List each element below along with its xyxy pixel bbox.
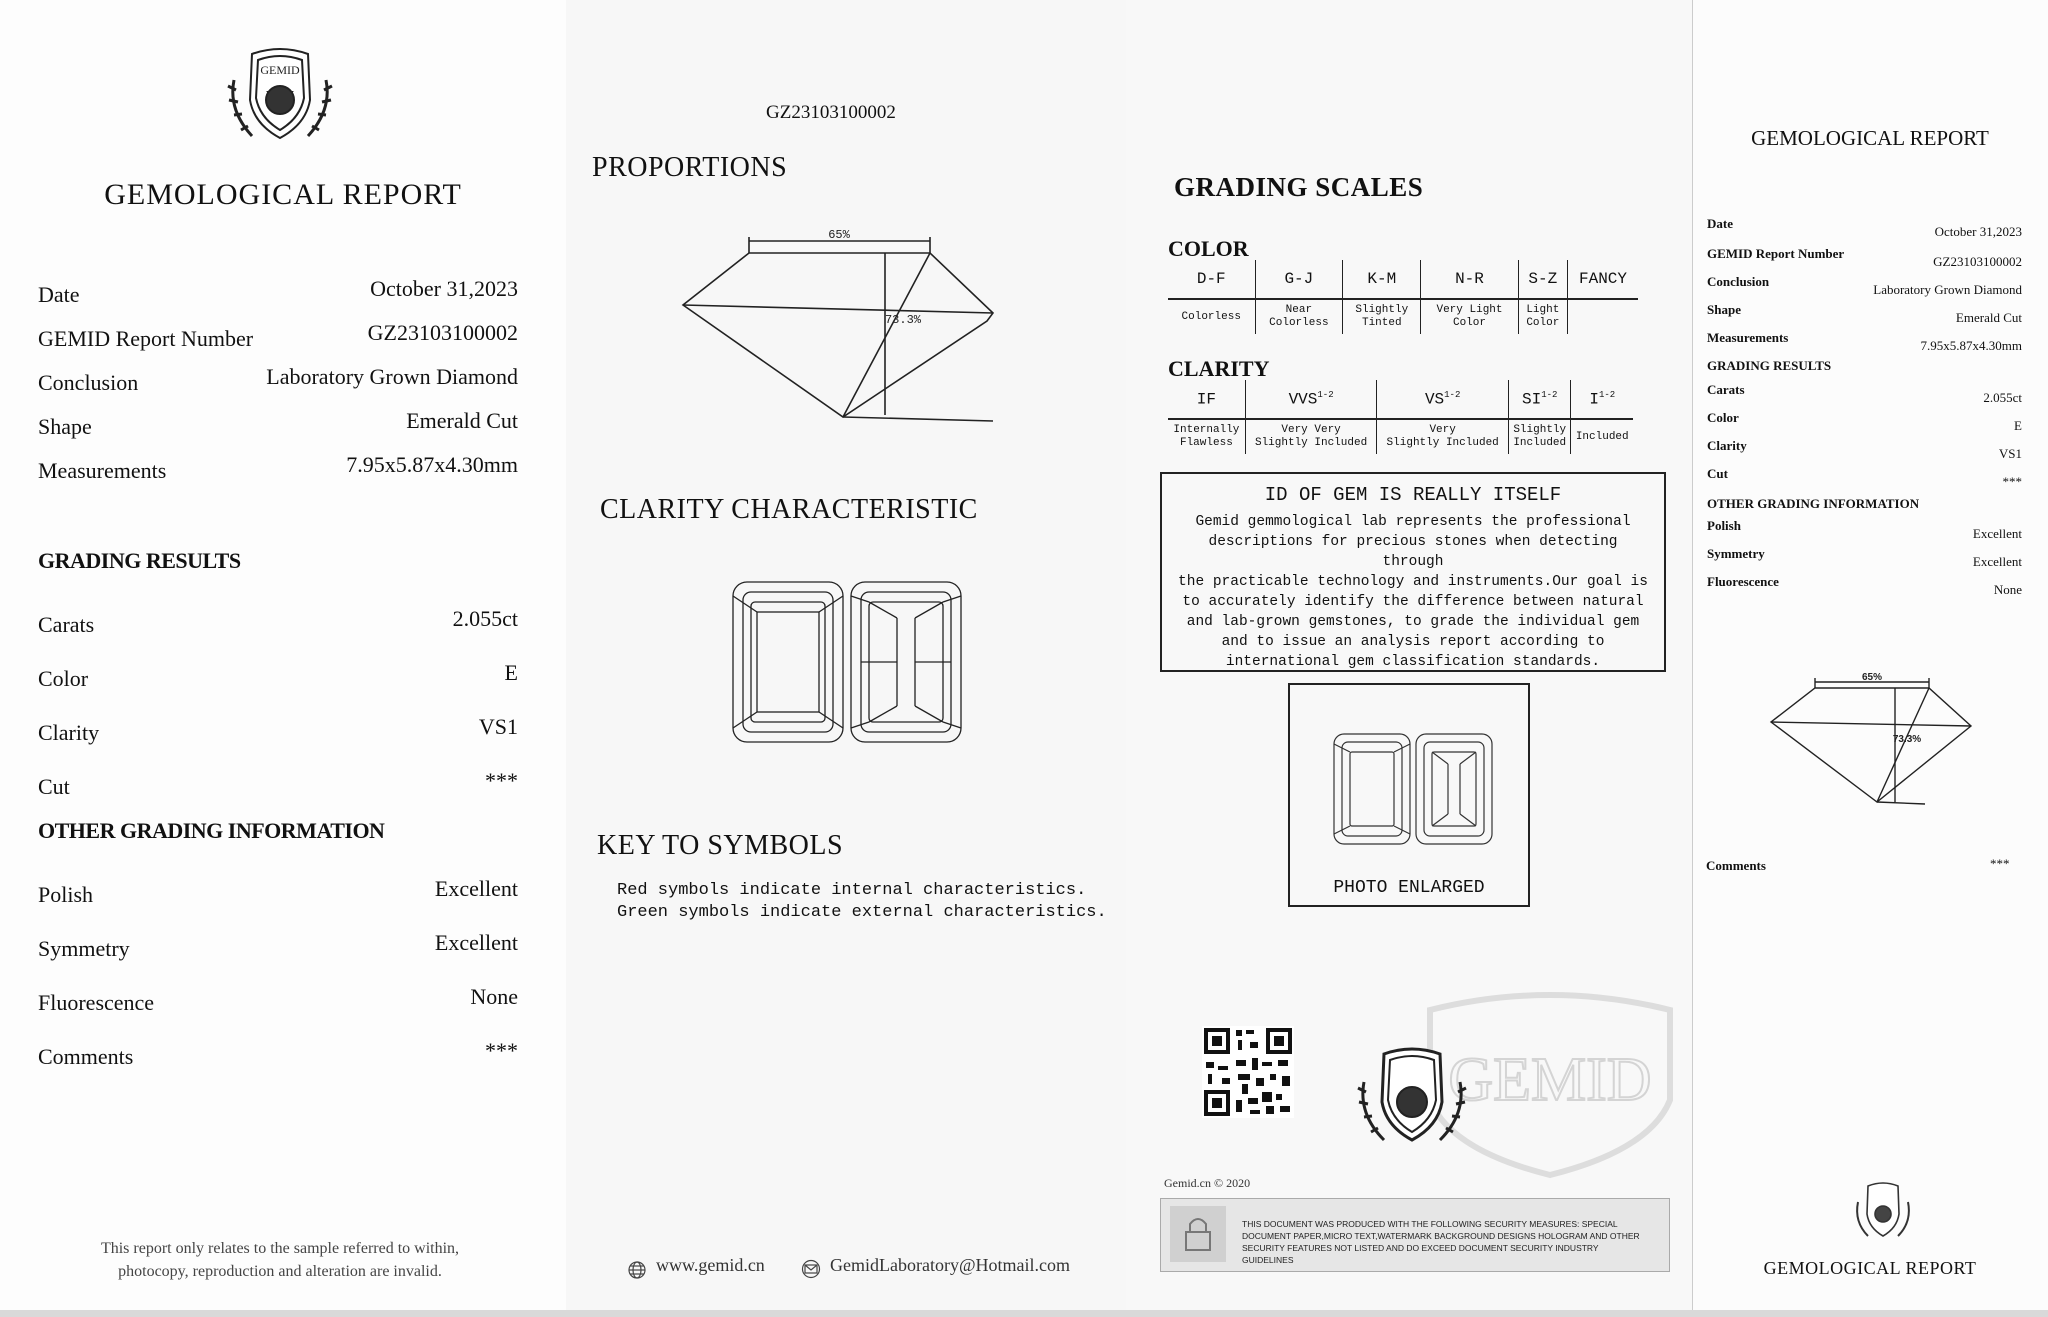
clarity-grade-name: I	[1589, 390, 1599, 409]
color-grade: G-J	[1255, 260, 1343, 299]
disclaimer	[40, 1237, 520, 1283]
clarity-grade-range: 1-2	[1598, 389, 1616, 400]
clarity-desc-line-1: Internally	[1173, 424, 1240, 436]
gemid-shield-logo	[222, 40, 338, 152]
field-row	[38, 312, 518, 352]
right-grading-value: E	[2014, 418, 2022, 433]
key-to-symbols-text	[617, 880, 1107, 924]
id-of-gem-line: the practicable technology and instruments.Our goal is	[1178, 574, 1648, 590]
right-gemid-logo	[1850, 1178, 1916, 1244]
right-comments-label: Comments	[1706, 858, 1766, 873]
clarity-grade-range: 1-2	[1541, 389, 1558, 400]
right-other-info-row	[1707, 546, 2022, 568]
clarity-desc-line-2: Flawless	[1179, 437, 1233, 449]
right-field-value: Laboratory Grown Diamond	[1873, 282, 2022, 297]
other-info-label: Comments	[38, 1044, 134, 1069]
clarity-grade-name: IF	[1196, 390, 1216, 409]
id-of-gem-title: ID OF GEM IS REALLY ITSELF	[1264, 484, 1562, 506]
right-grading-label: Cut	[1707, 466, 1728, 481]
clarity-grade-name: SI	[1522, 390, 1542, 409]
id-of-gem-line: and to issue an analysis report according to	[1221, 634, 1605, 650]
clarity-desc-line-2: Slightly Included	[1254, 437, 1368, 449]
right-grading-row	[1707, 466, 2022, 488]
right-footer-title: GEMOLOGICAL REPORT	[1763, 1258, 1977, 1278]
clarity-desc-line-1: Very Very	[1281, 424, 1341, 436]
right-field-row	[1707, 216, 2022, 238]
right-other-info-value: Excellent	[1972, 554, 2022, 569]
lock-icon	[1168, 1204, 1228, 1264]
color-grade-desc	[1168, 299, 1255, 334]
color-grade-desc	[1255, 299, 1343, 334]
security-notice-text: THIS DOCUMENT WAS PRODUCED WITH THE FOLLOWING SECURITY MEASURES: SPECIAL DOCUMENT PAPER,MICRO TEXT,WATERMARK BACKGROUND DESIGNS HOLOGRAM AND OTHER SECURITY FEATURES NOT LISTED AND DO EXCEED DOCUMENT SECURITY INDUSTRY GUIDELINES	[1242, 1219, 1640, 1265]
grading-value: ***	[485, 768, 518, 793]
table-percentage: 65%	[828, 228, 850, 242]
report-title: GEMOLOGICAL REPORT	[104, 178, 462, 211]
field-label: Date	[38, 282, 80, 307]
other-info-label: Fluorescence	[38, 990, 155, 1015]
right-field-value: Emerald Cut	[1955, 310, 2022, 325]
field-value: October 31,2023	[370, 276, 518, 301]
color-desc-line-2: Tinted	[1361, 317, 1402, 329]
proportions-heading: PROPORTIONS	[592, 152, 788, 183]
clarity-grade	[1168, 380, 1245, 419]
report-right-panel	[1692, 0, 2048, 1310]
right-field-value: October 31,2023	[1934, 224, 2022, 239]
key-line-red: Red symbols indicate internal characteristics.	[617, 881, 1087, 900]
color-grade: K-M	[1343, 260, 1421, 299]
grading-value: E	[504, 660, 518, 685]
clarity-desc-line-2: Included	[1513, 437, 1567, 449]
color-grade-desc	[1343, 299, 1421, 334]
other-info-row	[38, 922, 518, 962]
id-of-gem-line: international gem classification standards.	[1225, 654, 1601, 670]
gemid-seal-logo	[1352, 1040, 1472, 1158]
color-grade: N-R	[1421, 260, 1518, 299]
field-value: GZ23103100002	[367, 320, 518, 345]
color-desc-line-2: Color	[1452, 317, 1486, 329]
proportions-diagram	[675, 225, 1005, 425]
right-field-label: GEMID Report Number	[1707, 246, 1845, 261]
color-desc-line-1: Slightly	[1355, 304, 1409, 316]
right-field-row	[1707, 246, 2022, 268]
grading-value: 2.055ct	[452, 606, 518, 631]
color-grade: D-F	[1168, 260, 1255, 299]
grading-label: Clarity	[38, 720, 100, 745]
other-info-row	[38, 976, 518, 1016]
field-value: Laboratory Grown Diamond	[266, 364, 518, 389]
watermark-text: GEMID	[1448, 1046, 1652, 1114]
clarity-desc-line-1: Very	[1429, 424, 1456, 436]
right-proportions-diagram	[1765, 668, 1985, 808]
color-desc-line-1: Light	[1526, 304, 1560, 316]
other-info-label: Symmetry	[38, 936, 130, 961]
id-of-gem-line: descriptions for precious stones when detecting through	[1208, 534, 1618, 570]
website-link[interactable]: www.gemid.cn	[656, 1255, 765, 1275]
right-grading-value: ***	[2002, 474, 2022, 489]
right-depth-percentage: 73.3%	[1892, 734, 1922, 745]
color-grade-desc	[1568, 299, 1638, 334]
id-of-gem-line: Gemid gemmological lab represents the professional	[1195, 514, 1631, 530]
right-grading-label: Carats	[1707, 382, 1745, 397]
clarity-grade	[1508, 380, 1571, 419]
other-grading-heading: OTHER GRADING INFORMATION	[38, 818, 385, 843]
color-scale-table	[1168, 260, 1638, 334]
color-grade: FANCY	[1568, 260, 1638, 299]
field-label: Shape	[38, 414, 92, 439]
right-field-row	[1707, 274, 2022, 296]
grading-label: Color	[38, 666, 89, 691]
other-info-row	[38, 868, 518, 908]
right-grading-value: 2.055ct	[1983, 390, 2022, 405]
clarity-scale-heading: CLARITY	[1168, 356, 1270, 381]
right-other-info-row	[1707, 518, 2022, 540]
id-of-gem-line: to accurately identify the difference between natural	[1182, 594, 1644, 610]
right-other-grading-heading: OTHER GRADING INFORMATION	[1707, 496, 1920, 511]
grading-row	[38, 652, 518, 692]
color-desc-line-1: Colorless	[1181, 310, 1241, 323]
field-label: Conclusion	[38, 370, 139, 395]
globe-icon	[627, 1260, 647, 1280]
clarity-desc-line-1: Slightly	[1513, 424, 1567, 436]
grading-label: Carats	[38, 612, 95, 637]
grading-label: Cut	[38, 774, 70, 799]
clarity-characteristic-heading: CLARITY CHARACTERISTIC	[600, 494, 978, 525]
clarity-grade-range: 1-2	[1444, 389, 1461, 400]
right-other-info-value: None	[1993, 582, 2022, 597]
copyright-text: Gemid.cn © 2020	[1164, 1176, 1251, 1190]
field-value: Emerald Cut	[406, 408, 518, 433]
id-of-gem-line: and lab-grown gemstones, to grade the individual gem	[1186, 614, 1640, 630]
right-other-info-value: Excellent	[1972, 526, 2022, 541]
id-of-gem-box	[1160, 472, 1666, 672]
field-row	[38, 356, 518, 396]
right-comments-value: ***	[1990, 856, 2010, 871]
right-field-label: Measurements	[1707, 330, 1789, 345]
qr-code[interactable]	[1202, 1026, 1294, 1118]
color-desc-line-2: Color	[1526, 317, 1560, 329]
key-to-symbols-heading: KEY TO SYMBOLS	[597, 830, 844, 861]
color-desc-line-2: Colorless	[1269, 317, 1329, 329]
right-other-info-label: Polish	[1707, 518, 1741, 533]
other-info-row	[38, 1030, 518, 1070]
right-field-label: Date	[1707, 216, 1733, 231]
field-label: Measurements	[38, 458, 167, 483]
clarity-scale-table	[1168, 380, 1633, 454]
right-table-percentage: 65%	[1861, 672, 1883, 683]
field-label: GEMID Report Number	[38, 326, 254, 351]
clarity-grade-desc	[1377, 419, 1509, 454]
field-row	[38, 400, 518, 440]
right-field-label: Conclusion	[1707, 274, 1770, 289]
depth-percentage: 73.3%	[884, 313, 922, 327]
clarity-grade-range: 1-2	[1317, 389, 1334, 400]
clarity-plot-diagram	[725, 578, 965, 748]
report-number-header: GZ23103100002	[766, 102, 896, 123]
clarity-grade-name: VVS	[1288, 390, 1318, 409]
clarity-grade	[1245, 380, 1377, 419]
right-grading-row	[1707, 410, 2022, 432]
color-desc-line-1: Very Light	[1436, 304, 1503, 316]
color-scale-heading: COLOR	[1168, 236, 1249, 261]
other-info-value: Excellent	[434, 930, 518, 955]
right-other-info-row	[1707, 574, 2022, 596]
right-report-title: GEMOLOGICAL REPORT	[1751, 126, 1989, 150]
color-grade-desc	[1421, 299, 1518, 334]
field-row	[38, 268, 518, 308]
grading-results-heading: GRADING RESULTS	[38, 548, 241, 573]
other-info-value: ***	[485, 1038, 518, 1063]
grading-scales-heading: GRADING SCALES	[1174, 172, 1424, 202]
mail-icon	[800, 1259, 822, 1279]
color-grade-desc	[1518, 299, 1567, 334]
grading-row	[38, 598, 518, 638]
field-value: 7.95x5.87x4.30mm	[346, 452, 518, 477]
right-other-info-label: Symmetry	[1707, 546, 1765, 561]
right-field-value: GZ23103100002	[1933, 254, 2022, 269]
key-line-green: Green symbols indicate external characteristics.	[617, 903, 1107, 922]
right-field-row	[1707, 330, 2022, 352]
right-field-label: Shape	[1707, 302, 1741, 317]
id-of-gem-body	[1162, 506, 1664, 672]
right-grading-results-heading: GRADING RESULTS	[1707, 358, 1832, 373]
logo-text: GEMID	[260, 63, 300, 77]
right-other-info-label: Fluorescence	[1707, 574, 1779, 589]
right-grading-row	[1707, 438, 2022, 460]
right-field-row	[1707, 302, 2022, 324]
field-row	[38, 444, 518, 484]
grading-row	[38, 706, 518, 746]
right-grading-value: VS1	[1998, 446, 2022, 461]
clarity-grade	[1571, 380, 1633, 419]
clarity-grade-desc	[1508, 419, 1571, 454]
other-info-label: Polish	[38, 882, 94, 907]
grading-row	[38, 760, 518, 800]
right-grading-label: Clarity	[1707, 438, 1747, 453]
color-grade: S-Z	[1518, 260, 1567, 299]
email-link[interactable]: GemidLaboratory@Hotmail.com	[830, 1255, 1071, 1275]
right-grading-label: Color	[1707, 410, 1739, 425]
clarity-desc-line-2: Slightly Included	[1386, 437, 1499, 449]
photo-enlarged-label: PHOTO ENLARGED	[1333, 878, 1485, 898]
other-info-value: None	[470, 984, 518, 1009]
diamond-photo-outline	[1330, 730, 1496, 850]
right-field-value: 7.95x5.87x4.30mm	[1920, 338, 2022, 353]
clarity-grade	[1377, 380, 1509, 419]
disclaimer-line-1: This report only relates to the sample referred to within,	[100, 1240, 460, 1257]
clarity-grade-desc	[1168, 419, 1245, 454]
clarity-desc-line-1: Included	[1575, 430, 1629, 443]
other-info-value: Excellent	[434, 876, 518, 901]
disclaimer-line-2: photocopy, reproduction and alteration are invalid.	[118, 1263, 442, 1280]
clarity-grade-desc	[1571, 419, 1633, 454]
color-desc-line-1: Near	[1285, 304, 1313, 316]
clarity-grade-desc	[1245, 419, 1377, 454]
clarity-grade-name: VS	[1424, 390, 1445, 409]
grading-value: VS1	[478, 714, 518, 739]
right-grading-row	[1707, 382, 2022, 404]
